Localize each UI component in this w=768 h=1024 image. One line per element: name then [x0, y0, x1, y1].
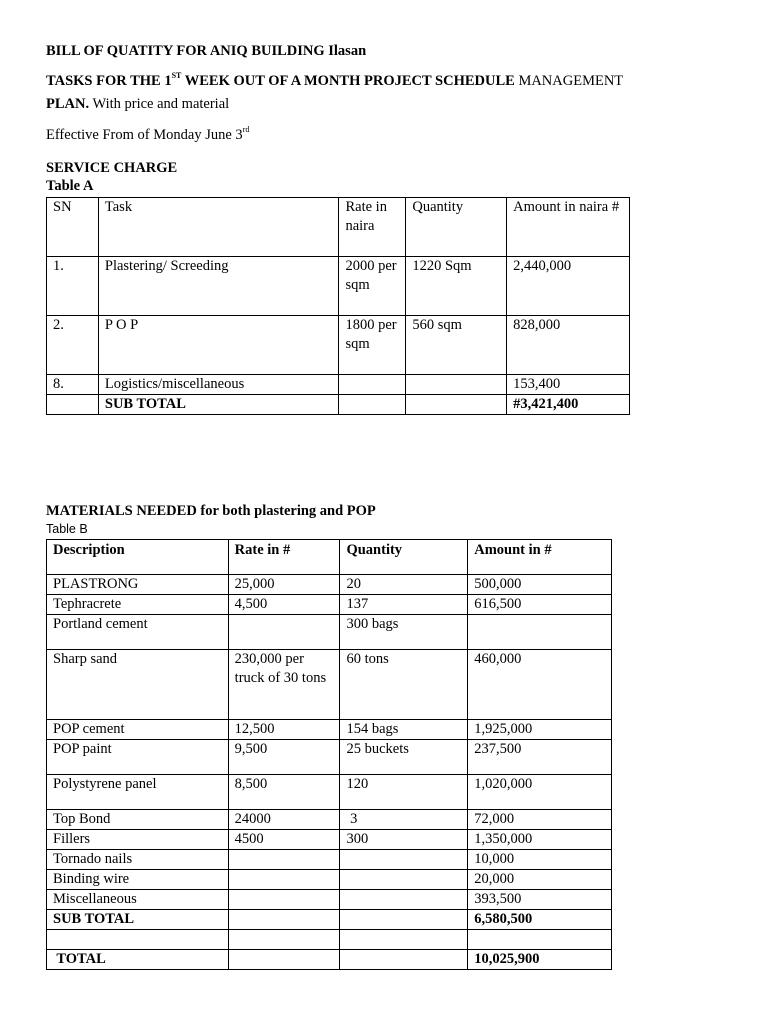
table-row [47, 720, 612, 740]
cell: 60 tons [340, 650, 468, 720]
table-row [47, 615, 612, 650]
cell: 1220 Sqm [406, 257, 507, 316]
table-row [47, 870, 612, 890]
cell: Tornado nails [47, 850, 229, 870]
cell: 25 buckets [340, 740, 468, 775]
cell [228, 615, 340, 650]
cell: 153,400 [507, 375, 630, 395]
cell: 1,925,000 [468, 720, 612, 740]
header-cell: Quantity [406, 198, 507, 257]
cell [468, 615, 612, 650]
cell: 137 [340, 595, 468, 615]
tasks-normal: MANAGEMENT [514, 73, 624, 89]
table-row [47, 595, 612, 615]
cell: P O P [98, 316, 339, 375]
service-charge-heading: SERVICE CHARGE [46, 160, 178, 176]
cell: 1. [47, 257, 99, 316]
spacer-row [47, 930, 612, 950]
plan-line [46, 96, 229, 113]
table-row [47, 850, 612, 870]
cell: PLASTRONG [47, 575, 229, 595]
header-cell: Task [98, 198, 339, 257]
cell: 3 [340, 810, 468, 830]
cell: 560 sqm [406, 316, 507, 375]
cell: 2000 per sqm [339, 257, 406, 316]
cell: Sharp sand [47, 650, 229, 720]
cell: 828,000 [507, 316, 630, 375]
cell: 20 [340, 575, 468, 595]
table-row [47, 775, 612, 810]
cell: 12,500 [228, 720, 340, 740]
table-row [47, 830, 612, 850]
cell [228, 850, 340, 870]
cell [340, 850, 468, 870]
cell: 8,500 [228, 775, 340, 810]
cell: 9,500 [228, 740, 340, 775]
materials-table [46, 539, 612, 970]
cell: 25,000 [228, 575, 340, 595]
table-row [47, 810, 612, 830]
table-header-row [47, 198, 630, 257]
service-charge-table [46, 197, 630, 415]
cell: 300 [340, 830, 468, 850]
table-b-label: Table B [46, 522, 88, 536]
table-row [47, 740, 612, 775]
plan-bold: PLAN. [46, 96, 90, 112]
cell: 393,500 [468, 890, 612, 910]
effective-date [46, 127, 249, 144]
cell [340, 890, 468, 910]
table-header-row [47, 540, 612, 575]
table-row [47, 316, 630, 375]
cell: 8. [47, 375, 99, 395]
subtotal-row [47, 910, 612, 930]
cell: POP paint [47, 740, 229, 775]
subtotal-row [47, 395, 630, 415]
cell: Fillers [47, 830, 229, 850]
subtotal-value: 6,580,500 [468, 910, 612, 930]
cell: Miscellaneous [47, 890, 229, 910]
subtotal-value: #3,421,400 [507, 395, 630, 415]
cell: 20,000 [468, 870, 612, 890]
header-cell: Rate in # [228, 540, 340, 575]
header-cell: Amount in # [468, 540, 612, 575]
cell: 230,000 per truck of 30 tons [228, 650, 340, 720]
total-label: TOTAL [47, 950, 229, 970]
materials-heading: MATERIALS NEEDED for both plastering and POP [46, 503, 376, 519]
cell: 10,000 [468, 850, 612, 870]
cell: 1,020,000 [468, 775, 612, 810]
header-cell: Amount in naira # [507, 198, 630, 257]
cell [228, 890, 340, 910]
cell [339, 375, 406, 395]
cell: Portland cement [47, 615, 229, 650]
cell: 460,000 [468, 650, 612, 720]
cell: Tephracrete [47, 595, 229, 615]
cell: 1,350,000 [468, 830, 612, 850]
header-cell: Rate in naira [339, 198, 406, 257]
cell: Binding wire [47, 870, 229, 890]
table-row [47, 890, 612, 910]
cell: Polystyrene panel [47, 775, 229, 810]
subtotal-label: SUB TOTAL [98, 395, 339, 415]
tasks-sup: ST [171, 71, 182, 80]
cell: 4,500 [228, 595, 340, 615]
cell: 300 bags [340, 615, 468, 650]
cell: Logistics/miscellaneous [98, 375, 339, 395]
table-row [47, 650, 612, 720]
header-cell: Quantity [340, 540, 468, 575]
effective-prefix: Effective From of Monday June 3 [46, 127, 243, 143]
table-row [47, 575, 612, 595]
table-row [47, 375, 630, 395]
tasks-bold: WEEK OUT OF A MONTH PROJECT SCHEDULE [181, 73, 515, 89]
cell: Top Bond [47, 810, 229, 830]
cell: 1800 per sqm [339, 316, 406, 375]
effective-sup: rd [242, 125, 250, 134]
cell: 2,440,000 [507, 257, 630, 316]
total-row [47, 950, 612, 970]
cell: 4500 [228, 830, 340, 850]
cell [340, 870, 468, 890]
tasks-heading [46, 73, 623, 90]
table-row [47, 257, 630, 316]
cell [228, 870, 340, 890]
table-a-label: Table A [46, 178, 94, 194]
header-cell: Description [47, 540, 229, 575]
document-title: BILL OF QUATITY FOR ANIQ BUILDING Ilasan [46, 43, 367, 59]
cell: 237,500 [468, 740, 612, 775]
cell: 2. [47, 316, 99, 375]
cell [406, 375, 507, 395]
cell: Plastering/ Screeding [98, 257, 339, 316]
total-value: 10,025,900 [468, 950, 612, 970]
cell: 72,000 [468, 810, 612, 830]
cell: 24000 [228, 810, 340, 830]
header-cell: SN [47, 198, 99, 257]
cell: 500,000 [468, 575, 612, 595]
cell: 154 bags [340, 720, 468, 740]
cell: 120 [340, 775, 468, 810]
cell: 616,500 [468, 595, 612, 615]
cell: POP cement [47, 720, 229, 740]
subtotal-label: SUB TOTAL [47, 910, 229, 930]
plan-normal: With price and material [89, 96, 230, 112]
tasks-prefix: TASKS FOR THE 1 [46, 73, 172, 89]
